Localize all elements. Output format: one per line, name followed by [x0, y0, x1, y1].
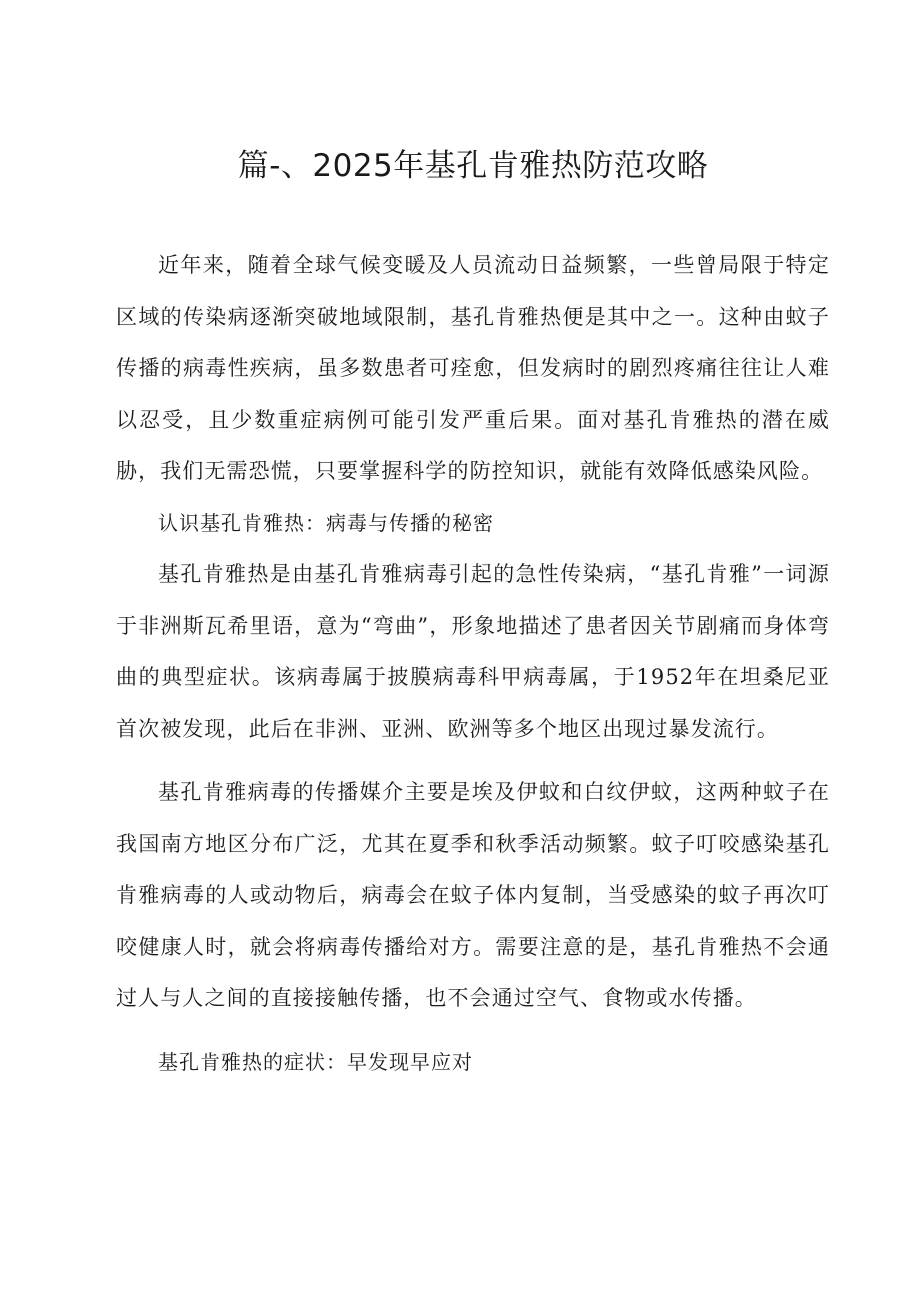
virus-origin-paragraph: 基孔肯雅热是由基孔肯雅病毒引起的急性传染病，“基孔肯雅”一词源于非洲斯瓦希里语，意为“弯曲”，形象地描述了患者因关节剧痛而身体弯曲的典型症状。该病毒属于披膜病毒科甲病毒属，于1952年在坦桑尼亚首次被发现，此后在非洲、亚洲、欧洲等多个地区出现过暴发流行。 — [116, 562, 830, 741]
document-title: 篇-、2025年基孔肯雅热防范攻略 — [237, 148, 709, 184]
section-heading-symptoms: 基孔肯雅热的症状：早发现早应对 — [158, 1049, 473, 1074]
paragraph-spacer — [116, 1025, 830, 1037]
intro-paragraph: 近年来，随着全球气候变暖及人员流动日益频繁，一些曾局限于特定区域的传染病逐渐突破地域限制，基孔肯雅热便是其中之一。这种由蚊子传播的病毒性疾病，虽多数患者可痊愈，但发病时的剧烈疼痛往往让人难以忍受，且少数重症病例可能引发严重后果。面对基孔肯雅热的潜在威胁，我们无需恐慌，只要掌握科学的防控知识，就能有效降低感染风险。 — [116, 253, 830, 483]
section-heading-virus-transmission: 认识基孔肯雅热：病毒与传播的秘密 — [158, 510, 494, 535]
document-body — [116, 240, 830, 1088]
transmission-paragraph: 基孔肯雅病毒的传播媒介主要是埃及伊蚊和白纹伊蚊，这两种蚊子在我国南方地区分布广泛，尤其在夏季和秋季活动频繁。蚊子叮咬感染基孔肯雅病毒的人或动物后，病毒会在蚊子体内复制，当受感染的蚊子再次叮咬健康人时，就会将病毒传播给对方。需要注意的是，基孔肯雅热不会通过人与人之间的直接接触传播，也不会通过空气、食物或水传播。 — [116, 780, 830, 1010]
paragraph-spacer — [116, 755, 830, 767]
